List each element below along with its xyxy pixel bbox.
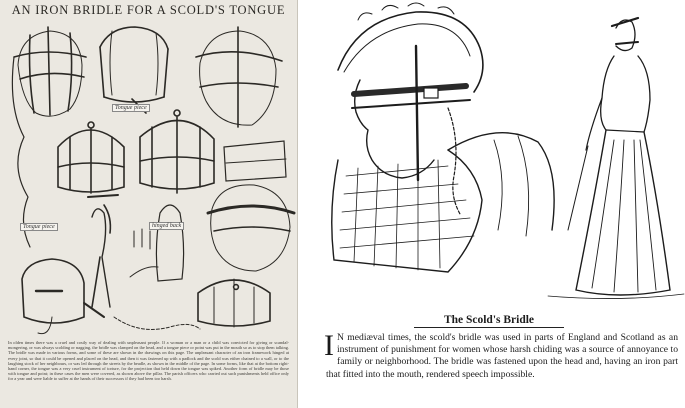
article-body xyxy=(324,329,678,381)
right-article-panel xyxy=(298,0,685,408)
callout-hinged-back: hinged back xyxy=(149,222,184,230)
article-title: The Scold's Bridle xyxy=(414,314,564,328)
bridle-engraving-illustration xyxy=(0,17,297,339)
left-panel-caption: In olden times there was a cruel and costly way of dealing with unpleasant people. If a woman or a man or a child was convicted for giving or scandal-mongering, or was always scolding or nagging, the bridle was clamped on the head, and a tongue piece or point was put in the mouth so as to stop them talking. The bridle was made in various forms, and some of these are shown in the drawings on this page. The unpleasant character of an iron framework hinged at every joint, so that it could be opened and placed on the head, and then it was fastened up with a padlock and the scold was either chained to a wall, or to the laughing stock of her neighbours, or was led through the streets by the beadle, as shown in the middle of the page. In some forms, like that at the bottom right-hand corner, the tongue was a very cruel instrument of torture, for the projection that held down the tongue was spiked. Another form of bridle may be those with tongue and point; in these cases the men were covered, as shown above the pillar. The parish officers who carried out such punishments held office only for a year and were liable to suffer at the hands of their successors if they had been too harsh. xyxy=(8,340,289,382)
callout-tongue-piece-left: Tongue piece xyxy=(20,223,58,231)
woman-wearing-bridle-illustration xyxy=(298,0,685,312)
left-panel-title: AN IRON BRIDLE FOR A SCOLD'S TONGUE xyxy=(11,3,286,17)
drop-cap: I xyxy=(324,329,334,362)
callout-tongue-piece: Tongue piece xyxy=(112,104,150,112)
left-illustration-panel xyxy=(0,0,298,408)
article-body-text: N mediæval times, the scold's bridle was used in parts of England and Scotland as an instrument of punishment for women whose harsh chiding was a source of annoyance to family or neighborhood. The bridle was fastened upon the head and, having an iron part that fitted into the mouth, rendered speech impossible. xyxy=(326,332,678,380)
